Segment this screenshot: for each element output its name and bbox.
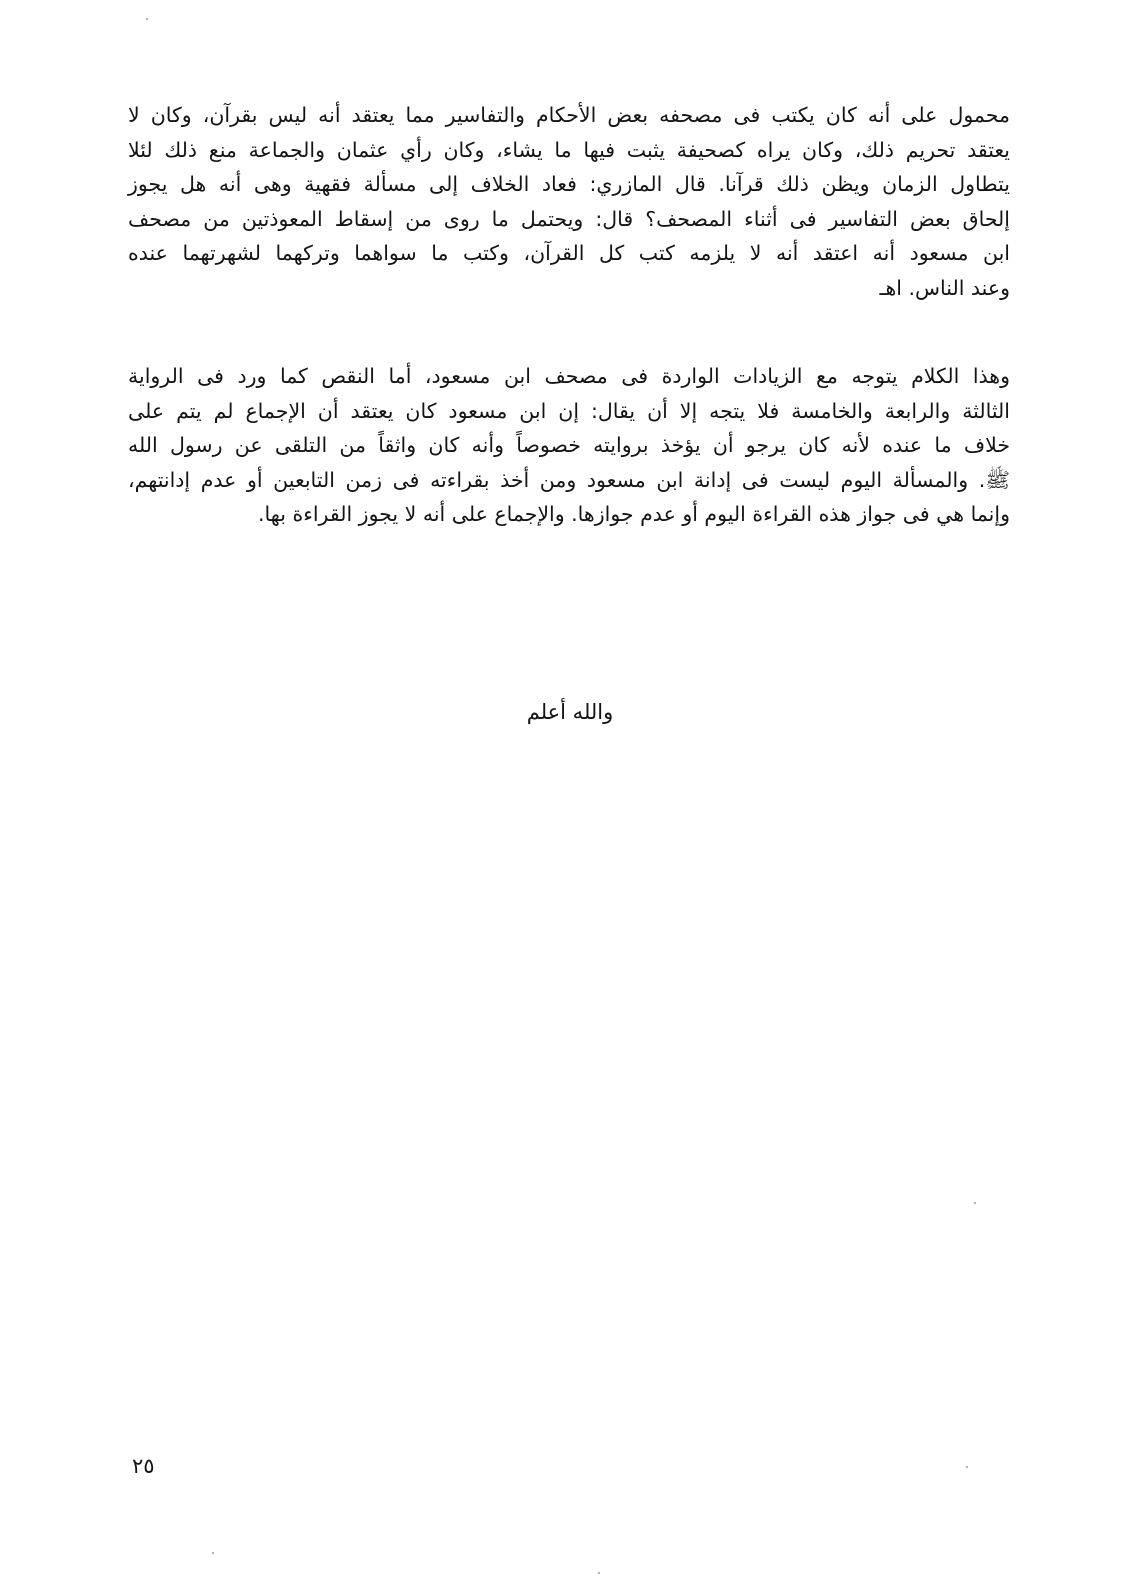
paragraph-line: يعتقد تحريم ذلك، وكان يراه كصحيفة يثبت فيها ما يشاء، وكان رأي عثمان والجماعة منع ذلك لئلا [128,137,1010,162]
paragraph-line: وإنما هي فى جواز هذه القراءة اليوم أو عدم جوازها. والإجماع على أنه لا يجوز القراءة بها. [258,502,1010,526]
scan-speck [974,1202,976,1204]
scan-speck [212,1552,214,1554]
paragraph-line: يتطاول الزمان ويظن ذلك قرآنا. قال المازري: فعاد الخلاف إلى مسألة فقهية وهى أنه هل يجوز [128,172,1010,196]
paragraph-1 [128,98,1010,305]
paragraph-line: ﷺ. والمسألة اليوم ليست فى إدانة ابن مسعود ومن أخذ بقراءته فى زمن التابعين أو عدم إدانتهم، [128,467,1010,492]
paragraph-line: محمول على أنه كان يكتب فى مصحفه بعض الأحكام والتفاسير مما يعتقد أنه ليس بقرآن، وكان لا [128,103,1010,127]
paragraph-line: وهذا الكلام يتوجه مع الزيادات الواردة فى مصحف ابن مسعود، أما النقص كما ورد فى الرواية [128,364,1010,388]
page-number: ٢٥ [132,1454,155,1478]
scan-speck [598,1572,600,1574]
closing-phrase: والله أعلم [526,700,614,724]
scan-speck [966,1466,968,1468]
paragraph-line: الثالثة والرابعة والخامسة فلا يتجه إلا أن يقال: إن ابن مسعود كان يعتقد أن الإجماع لم يتم على [128,398,1010,423]
paragraph-line: ابن مسعود أنه اعتقد أنه لا يلزمه كتب كل القرآن، وكتب ما سواهما وتركهما لشهرتهما عنده [128,241,1010,265]
paragraph-line: وعند الناس. اهـ [879,275,1010,300]
paragraph-2 [128,359,1010,532]
paragraph-line: خلاف ما عنده لأنه كان يرجو أن يؤخذ بروايته خصوصاً وأنه كان واثقاً من التلقى عن رسول الله [128,433,1010,457]
paragraph-line: إلحاق بعض التفاسير فى أثناء المصحف؟ قال: ويحتمل ما روى من إسقاط المعوذتين من مصحف [128,206,1010,231]
scan-speck [146,18,148,20]
